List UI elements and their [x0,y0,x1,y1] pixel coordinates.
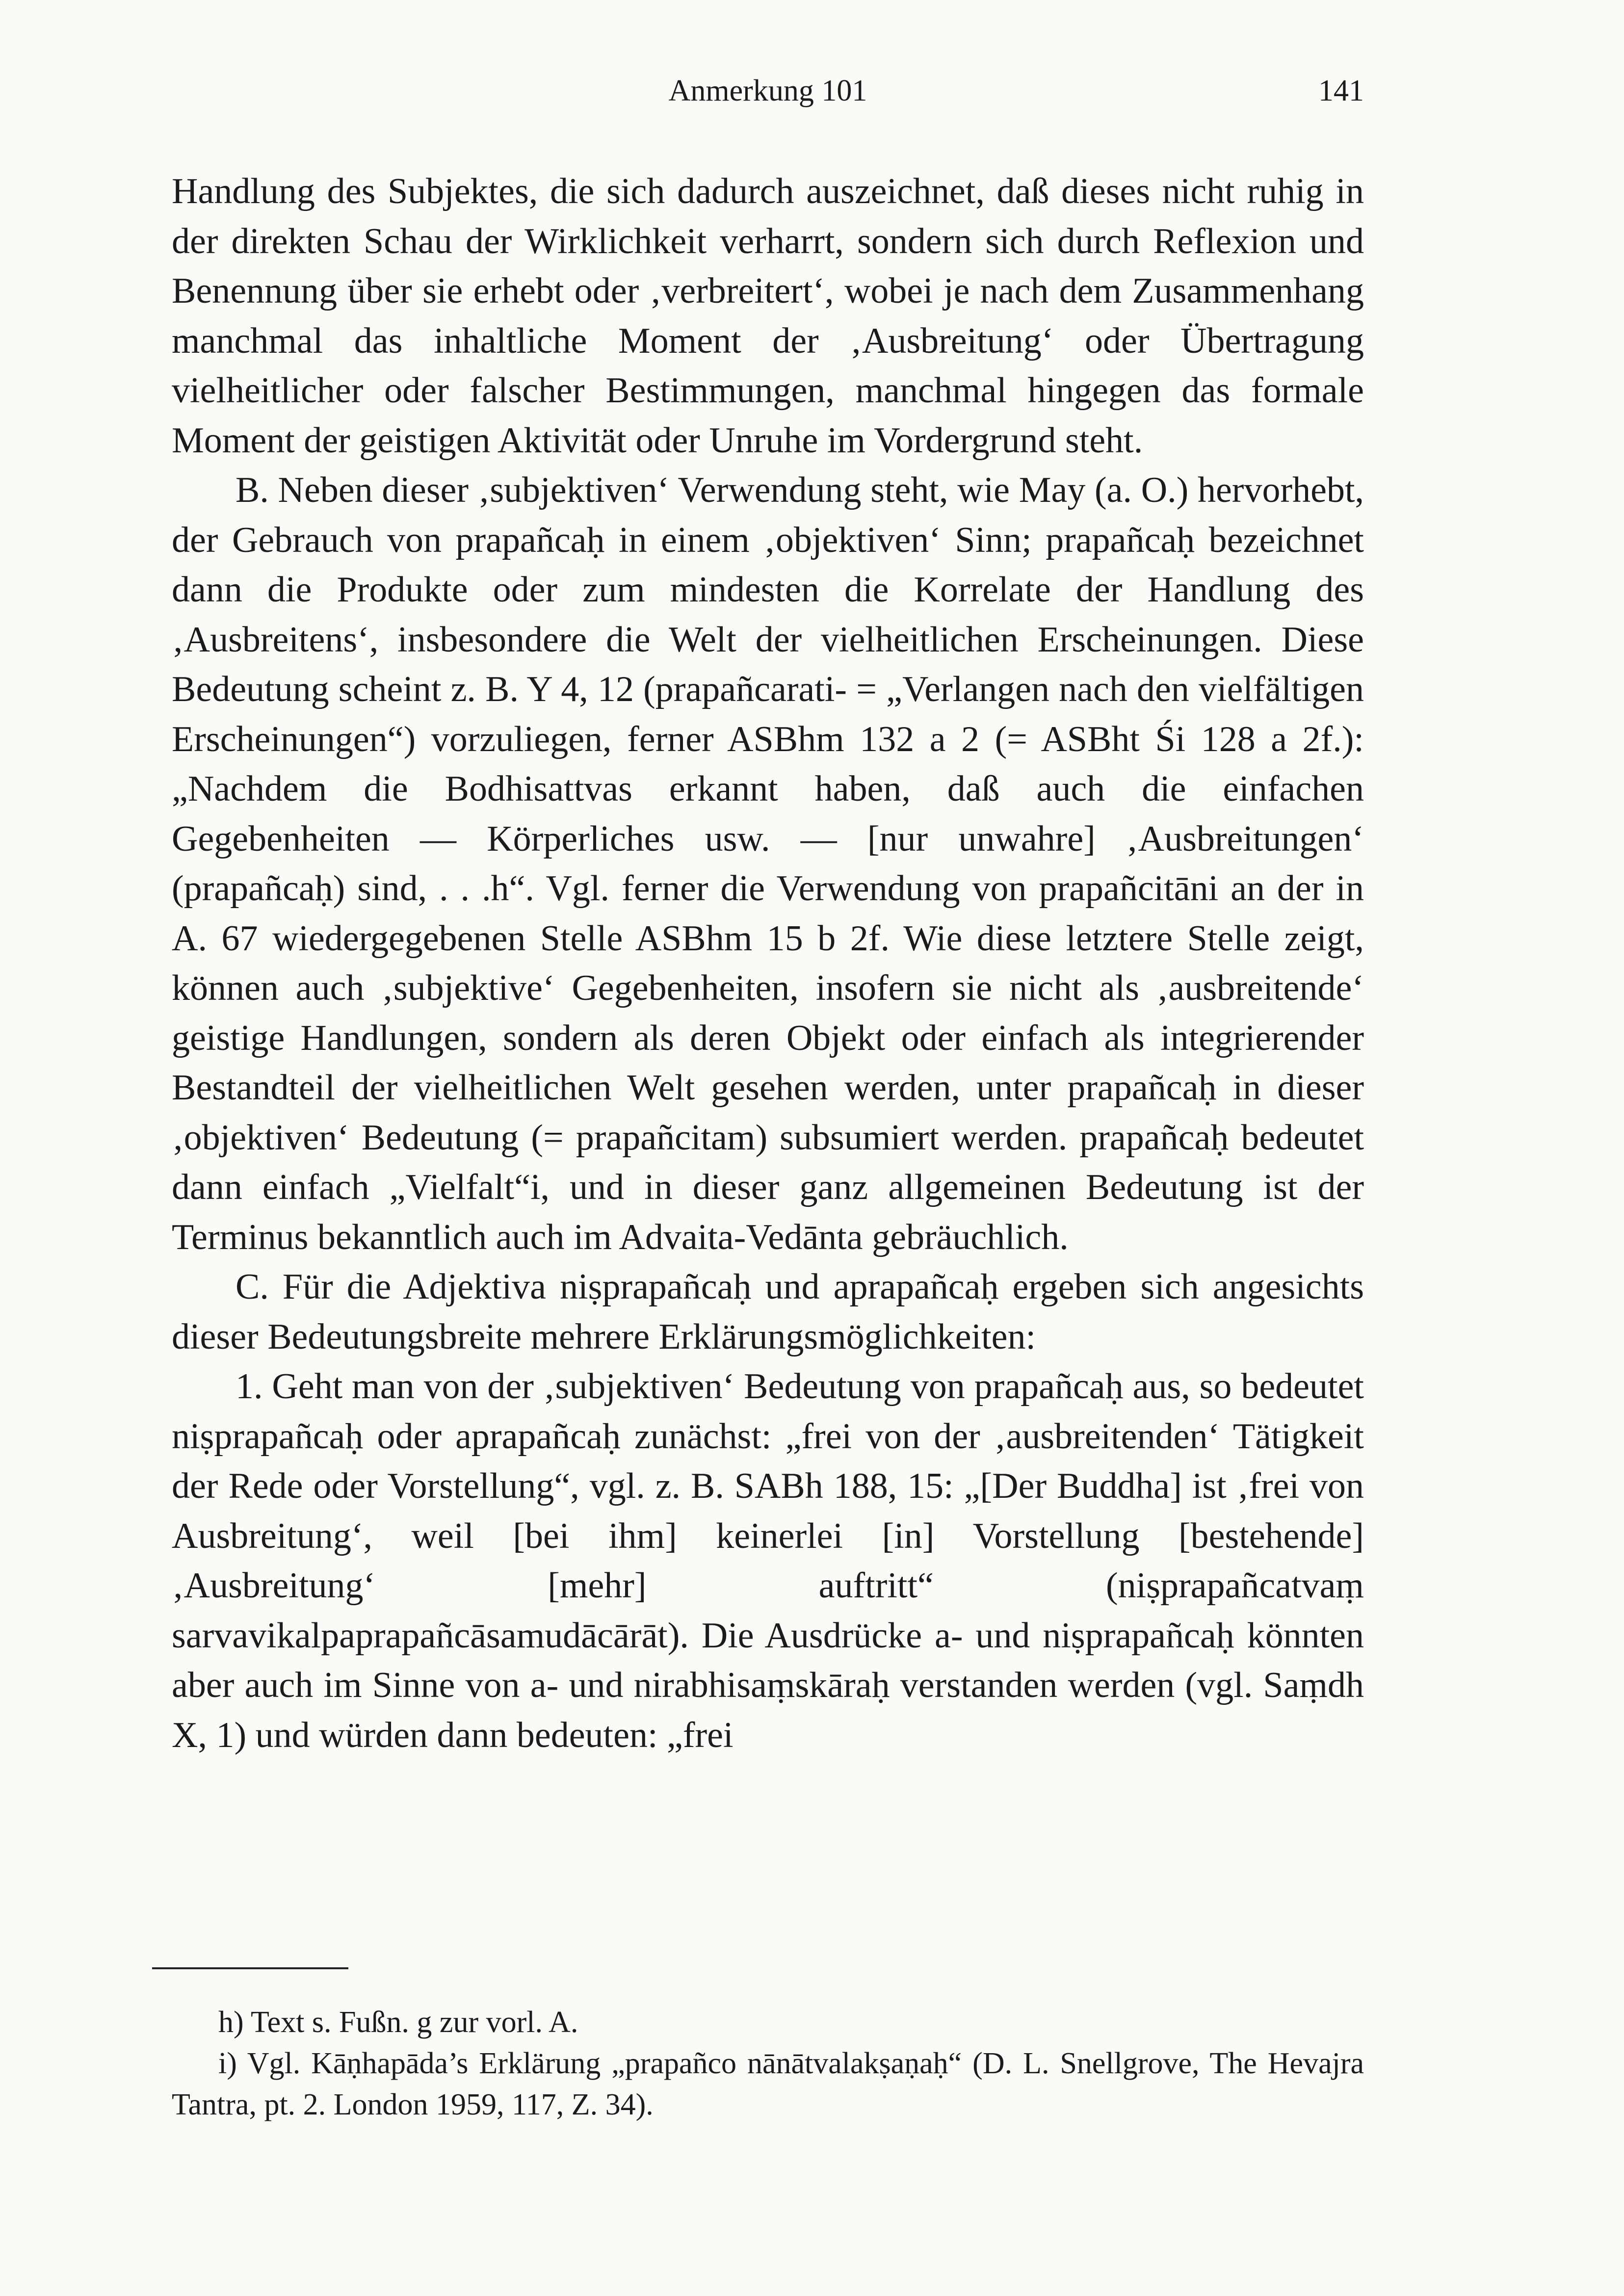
footnote-divider [152,1967,348,1969]
footnote: i) Vgl. Kāṇhapāda’s Erklärung „prapañco nānātvalakṣaṇaḥ“ (D. L. Snellgrove, The Hevajra Tantra, pt. 2. London 1959, 117, Z. 34). [172,2047,1364,2121]
footnotes [172,2002,1364,2125]
paragraph: 1. Geht man von der ‚subjektiven‘ Bedeutung von prapañcaḥ aus, so bedeutet niṣprapañcaḥ oder aprapañcaḥ zunächst: „frei von der ‚ausbreitenden‘ Tätigkeit der Rede oder Vorstellung“, vgl. z. B. SABh 188, 15: „[Der Buddha] ist ‚frei von Ausbreitung‘, weil [bei ihm] keinerlei [in] Vorstellung [bestehende] ‚Ausbreitung‘ [mehr] auftritt“ (niṣprapañcatvaṃ sarvavikalpaprapañcāsamudācārāt). Die Ausdrücke a- und niṣprapañcaḥ könnten aber auch im Sinne von a- und nirabhisaṃskāraḥ verstanden werden (vgl. Saṃdh X, 1) und würden dann bedeuten: „frei [172,1366,1364,1755]
main-text [172,167,1364,1760]
page-header [172,74,1364,118]
paragraph: B. Neben dieser ‚subjektiven‘ Verwendung steht, wie May (a. O.) hervorhebt, der Gebrauch von prapañcaḥ in einem ‚objektiven‘ Sinn; prapañcaḥ bezeichnet dann die Produkte oder zum mindesten die Korrelate der Handlung des ‚Ausbreitens‘, insbesondere die Welt der vielheitlichen Erscheinungen. Diese Bedeutung scheint z. B. Y 4, 12 (prapañcarati- = „Verlangen nach den vielfältigen Erscheinungen“) vorzuliegen, ferner ASBhm 132 a 2 (= ASBht Śi 128 a 2f.): „Nachdem die Bodhisattvas erkannt haben, daß auch die einfachen Gegebenheiten — Körperliches usw. — [nur unwahre] ‚Ausbreitungen‘ (prapañcaḥ) sind, . . .h“. Vgl. ferner die Verwendung von prapañcitāni an der in A. 67 wiedergegebenen Stelle ASBhm 15 b 2f. Wie diese letztere Stelle zeigt, können auch ‚subjektive‘ Gegebenheiten, insofern sie nicht als ‚ausbreitende‘ geistige Handlungen, sondern als deren Objekt oder einfach als integrierender Bestandteil der vielheitlichen Welt gesehen werden, unter prapañcaḥ in dieser ‚objektiven‘ Bedeutung (= prapañcitam) subsumiert werden. prapañcaḥ bedeutet dann einfach „Vielfalt“i, und in dieser ganz allgemeinen Bedeutung ist der Terminus bekanntlich auch im Advaita-Vedānta gebräuchlich. [172,470,1364,1257]
page-number: 141 [1318,74,1364,107]
running-title: Anmerkung 101 [668,74,867,107]
footnote: h) Text s. Fußn. g zur vorl. A. [218,2006,578,2039]
paragraph: Handlung des Subjektes, die sich dadurch auszeichnet, daß dieses nicht ruhig in der direkten Schau der Wirklichkeit verharrt, sondern sich durch Reflexion und Benennung über sie erhebt oder ‚verbreitert‘, wobei je nach dem Zusammenhang manchmal das inhaltliche Moment der ‚Ausbreitung‘ oder Übertragung vielheitlicher oder falscher Bestimmungen, manchmal hingegen das formale Moment der geistigen Aktivität oder Unruhe im Vordergrund steht. [172,171,1364,461]
paragraph: C. Für die Adjektiva niṣprapañcaḥ und aprapañcaḥ ergeben sich angesichts dieser Bedeutungsbreite mehrere Erklärungsmöglichkeiten: [172,1267,1364,1357]
